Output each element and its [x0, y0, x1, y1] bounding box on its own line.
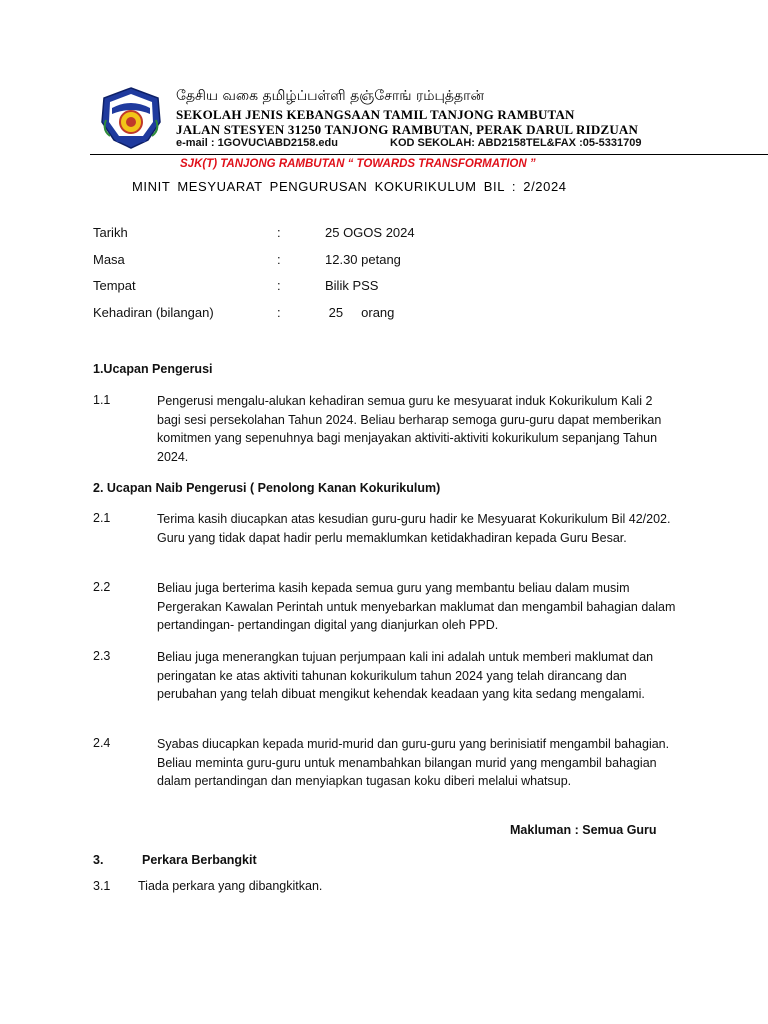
school-motto: SJK(T) TANJONG RAMBUTAN “ TOWARDS TRANSFORMATION ”: [180, 158, 536, 170]
meta-colon: :: [277, 225, 281, 240]
meta-value-tarikh: 25 OGOS 2024: [325, 225, 415, 240]
item-2-4-text: Syabas diucapkan kepada murid-murid dan guru-guru yang berinisiatif mengambil bahagian. Beliau meminta guru-guru untuk menambahkan bilangan murid yang mengambil bahagian dalam pertandingan dan menyiapkan tugasan koku diberi melalui whatsup.: [157, 737, 670, 789]
school-name-tamil: தேசிய வகை தமிழ்ப்பள்ளி தஞ்சோங் ரம்புத்தான்: [176, 88, 485, 104]
item-2-2-text: Beliau juga berterima kasih kepada semua guru yang membantu beliau dalam musim Pergerakan Kawalan Perintah untuk menyebarkan maklumat dan mengambil bahagian dalam pertandingan- pertandingan digital yang dianjurkan oleh PPD.: [157, 581, 676, 633]
item-3-1-number: 3.1: [93, 879, 111, 893]
item-2-1-number: 2.1: [93, 511, 111, 525]
item-1-1-number: 1.1: [93, 393, 111, 407]
meta-value-masa: 12.30 petang: [325, 252, 401, 267]
item-2-3-text: Beliau juga menerangkan tujuan perjumpaan kali ini adalah untuk memberi maklumat dan peringatan ke atas aktiviti tahunan kokurikulum tahun 2024 yang telah dirancang dan perubahan yang telah dibuat mengikut kehendak keadaan yang kita sedang mengalami.: [157, 650, 654, 702]
email-text: e-mail : 1GOVUC\ABD2158.edu: [176, 137, 338, 149]
document-title: MINIT MESYUARAT PENGURUSAN KOKURIKULUM BIL : 2/2024: [132, 179, 567, 194]
section-2-title: 2. Ucapan Naib Pengerusi ( Penolong Kanan Kokurikulum): [93, 481, 441, 495]
meta-colon: :: [277, 305, 281, 320]
school-address: JALAN STESYEN 31250 TANJONG RAMBUTAN, PERAK DARUL RIDZUAN: [176, 122, 639, 137]
meta-colon: :: [277, 278, 281, 293]
item-1-1-text: Pengerusi mengalu-alukan kehadiran semua guru ke mesyuarat induk Kokurikulum Kali 2 bagi sesi persekolahan Tahun 2024. Beliau berharap semoga guru-guru dapat memberikan komitmen yang sepenuhnya bagi menjayakan aktiviti-aktiviti kokurikulum sepanjang Tahun 2024.: [157, 394, 662, 464]
header-divider: [90, 154, 768, 155]
school-name: SEKOLAH JENIS KEBANGSAAN TAMIL TANJONG RAMBUTAN: [176, 107, 575, 122]
meta-label-tempat: Tempat: [93, 278, 136, 293]
item-3-1-text: Tiada perkara yang dibangkitkan.: [138, 879, 323, 893]
meta-value-kehadiran: 25 orang: [325, 305, 395, 320]
item-2-2-number: 2.2: [93, 580, 111, 594]
item-2-3-number: 2.3: [93, 649, 111, 663]
item-2-1-text: Terima kasih diucapkan atas kesudian guru-guru hadir ke Mesyuarat Kokurikulum Bil 42/202. Guru yang tidak dapat hadir perlu memaklumkan ketidakhadiran kepada Guru Besar.: [157, 512, 671, 545]
section-3-title: Perkara Berbangkit: [142, 853, 257, 867]
meta-colon: :: [277, 252, 281, 267]
meta-value-tempat: Bilik PSS: [325, 278, 379, 293]
meta-label-masa: Masa: [93, 252, 125, 267]
item-2-4-number: 2.4: [93, 736, 111, 750]
section-1-title: 1.Ucapan Pengerusi: [93, 362, 213, 376]
school-crest-icon: [98, 86, 164, 152]
meta-label-kehadiran: Kehadiran (bilangan): [93, 305, 214, 320]
makluman-note: Makluman : Semua Guru: [510, 823, 657, 837]
meta-label-tarikh: Tarikh: [93, 225, 128, 240]
section-3-number: 3.: [93, 853, 104, 867]
school-code-text: KOD SEKOLAH: ABD2158TEL&FAX :05-5331709: [390, 137, 642, 149]
contact-line: [176, 137, 642, 149]
